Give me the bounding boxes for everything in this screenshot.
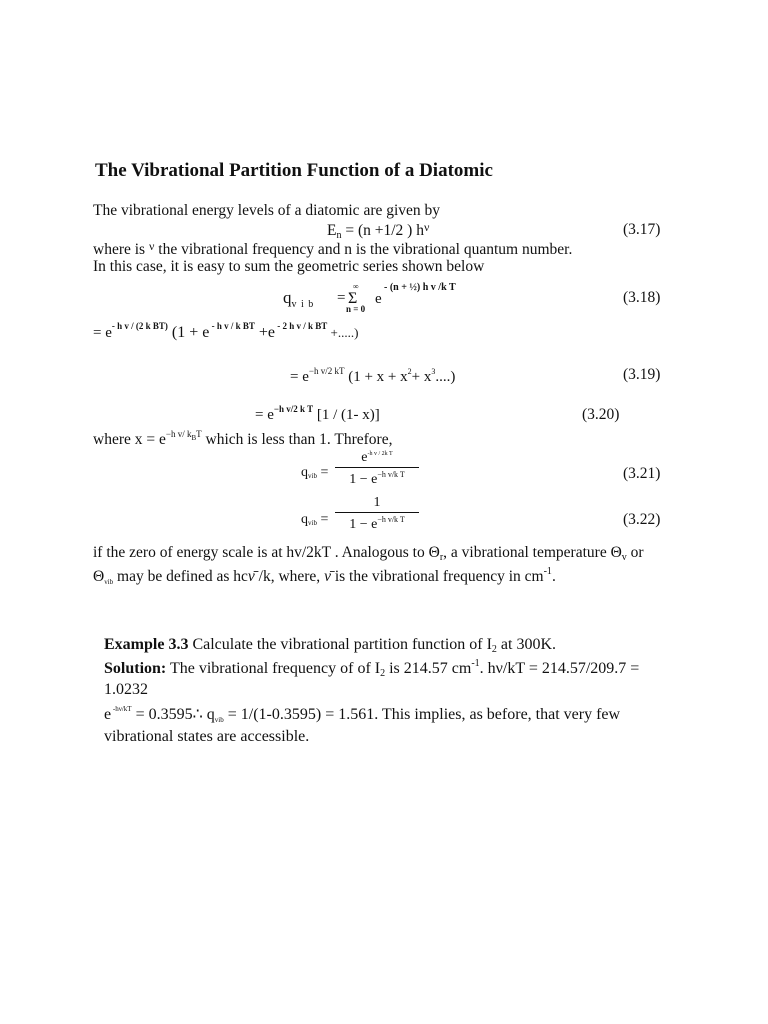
- p6-theta-sub: vib: [104, 578, 114, 586]
- eq-3-22-fraction-bar: [335, 512, 419, 513]
- eq-3-22-fraction: [335, 496, 419, 532]
- eq-3-17-rhs: = (n +1/2 ) h: [341, 222, 424, 239]
- p5-c: or: [626, 544, 644, 561]
- solution-sub: 2: [380, 668, 386, 679]
- eq-3-21-lhs: [301, 466, 328, 480]
- p6-nubar-2: ν̄: [324, 568, 331, 585]
- paragraph-zero-energy: [93, 545, 644, 563]
- paragraph-frequency: [93, 240, 572, 258]
- p2-b: the vibrational frequency and n is the vibrational quantum number.: [154, 241, 573, 258]
- eq-3-20-start: = e: [255, 407, 274, 423]
- eq-3-22-numerator: 1: [373, 495, 381, 510]
- equation-number-3-18: (3.18): [623, 289, 661, 306]
- eq-3-19-start: = e: [290, 369, 309, 385]
- exp-mid-2: +e: [254, 324, 275, 341]
- example-text-end: at 300K.: [496, 636, 557, 653]
- eq-3-21-num-e: e: [361, 450, 368, 465]
- solution-line-3: [104, 706, 620, 724]
- solution-label: Solution:: [104, 660, 167, 677]
- eq-3-21-fraction: [335, 451, 419, 487]
- eq-3-22-den: 1 − e: [349, 517, 378, 532]
- p5-b: , a vibrational temperature Θ: [443, 544, 622, 561]
- solution-a: The vibrational frequency of of I: [166, 660, 381, 677]
- eq-3-21-den-exp: −h v/k T: [377, 470, 405, 479]
- exp-start: = e: [93, 325, 112, 341]
- eq-3-20-body: [1 / (1- x)]: [313, 407, 380, 423]
- eq-3-19-exp: −h v/2 kT: [308, 366, 345, 376]
- p4-exp-sub: B: [191, 434, 197, 442]
- eq-3-20-exp: −h v/2 k T: [273, 404, 314, 414]
- p5-b-sub: v: [621, 552, 627, 563]
- eq-3-21-q-sub: vib: [308, 472, 317, 480]
- paragraph-intro: The vibrational energy levels of a diatomic are given by: [93, 202, 441, 219]
- equation-3-17: [327, 221, 429, 241]
- eq-3-22-q-sub: vib: [308, 519, 317, 527]
- solution-c: . hν/kT = 214.57/209.7 =: [479, 660, 640, 677]
- equation-number-3-17: (3.17): [623, 221, 661, 238]
- eq-3-21-fraction-bar: [335, 467, 419, 468]
- equation-number-3-21: (3.21): [623, 465, 661, 482]
- solution-b: is 214.57 cm: [385, 660, 472, 677]
- p2-a: where is: [93, 241, 149, 258]
- solution-e: e: [104, 706, 112, 723]
- p5-a-sub: r: [439, 552, 444, 563]
- eq-3-22-lhs: [301, 513, 328, 527]
- p6-c: is the vibrational frequency in cm: [330, 568, 544, 585]
- exp-power-1: - h v / (2 k BT): [111, 321, 168, 331]
- solution-sup: -1: [471, 658, 480, 669]
- eq-3-21-num-exp: -h v / 2k T: [367, 451, 393, 457]
- equation-3-19: [290, 367, 455, 385]
- section-title: The Vibrational Partition Function of a Diatomic: [95, 160, 493, 181]
- example-label: Example 3.3: [104, 636, 189, 653]
- paragraph-geometric-series: In this case, it is easy to sum the geometric series shown below: [93, 258, 485, 275]
- equation-expansion: [93, 322, 358, 341]
- p4-exp-end: T: [196, 429, 202, 439]
- eq-3-21-den: 1 − e: [349, 472, 378, 487]
- eq-3-22-denominator: [335, 516, 419, 532]
- p2-nu: ν: [148, 239, 155, 253]
- eq-3-17-nu: ν: [423, 220, 430, 234]
- eq-3-19-sq: 2: [407, 367, 412, 376]
- eq-3-18-sum-bottom: n = 0: [346, 304, 366, 314]
- eq-3-19-end: ....): [435, 369, 456, 385]
- eq-3-18-q: [283, 289, 314, 310]
- exp-end: +.....): [327, 325, 359, 340]
- p6-a: may be defined as hc: [113, 568, 248, 585]
- exp-mid-1: (1 + e: [167, 324, 210, 341]
- solution-l4-a: = 0.3595∴ q: [131, 706, 215, 723]
- solution-e-exp: -hν/kT: [111, 705, 132, 713]
- p6-d: .: [551, 568, 556, 585]
- p4-a: where x = e: [93, 431, 166, 448]
- equation-number-3-19: (3.19): [623, 366, 661, 383]
- eq-3-18-sigma: Σ: [348, 290, 358, 307]
- p6-nubar: ν̄: [247, 568, 255, 585]
- equation-number-3-20: (3.20): [582, 406, 620, 423]
- example-text-sub: 2: [491, 644, 497, 655]
- p6-theta: Θ: [93, 568, 105, 585]
- eq-3-19-body: (1 + x + x: [344, 369, 408, 385]
- eq-3-21-denominator: [335, 471, 419, 487]
- equation-3-20: [255, 405, 380, 423]
- p6-sup: -1: [543, 566, 552, 577]
- eq-3-21-q: q: [301, 465, 308, 480]
- eq-3-17-lhs: E: [327, 222, 337, 239]
- solution-line-1: [104, 659, 639, 679]
- eq-3-18-q-sub: v i b: [291, 299, 315, 310]
- paragraph-vib-temperature: [93, 567, 556, 586]
- eq-3-18-q-symbol: q: [283, 288, 292, 307]
- p4-b: which is less than 1. Threfore,: [201, 431, 393, 448]
- exp-power-3: - 2 h v / k BT: [274, 321, 328, 331]
- eq-3-17-lhs-sub: n: [336, 230, 342, 241]
- eq-3-22-q: q: [301, 512, 308, 527]
- eq-3-19-cube: 3: [431, 367, 436, 376]
- eq-3-18-exponent: - (n + ½) h v /k T: [384, 282, 456, 293]
- solution-line-4: vibrational states are accessible.: [104, 728, 310, 745]
- solution-line-2: 1.0232: [104, 681, 148, 698]
- eq-3-18-e: e: [375, 291, 382, 307]
- eq-3-19-plus: + x: [411, 369, 432, 385]
- eq-3-18-sum-top: ∞: [353, 282, 359, 291]
- p5-a: if the zero of energy scale is at hv/2kT . Analogous to Θ: [93, 544, 440, 561]
- eq-3-22-den-exp: −h v/k T: [377, 515, 405, 524]
- example-text: Calculate the vibrational partition function of I: [188, 636, 492, 653]
- solution-l4-b: = 1/(1-0.3595) = 1.561. This implies, as before, that very few: [223, 706, 621, 723]
- eq-3-21-equals: =: [316, 465, 329, 480]
- solution-l4-sub: vib: [214, 716, 224, 724]
- p4-exp: −h v/ k: [165, 429, 192, 439]
- exp-power-2: - h v / k BT: [209, 321, 255, 331]
- paragraph-where-x: [93, 430, 392, 448]
- eq-3-18-equals: =: [337, 290, 346, 306]
- eq-3-21-numerator: [335, 451, 419, 465]
- equation-number-3-22: (3.22): [623, 511, 661, 528]
- eq-3-22-equals: =: [316, 512, 329, 527]
- p6-b: /k, where,: [254, 568, 325, 585]
- example-heading: [104, 637, 556, 655]
